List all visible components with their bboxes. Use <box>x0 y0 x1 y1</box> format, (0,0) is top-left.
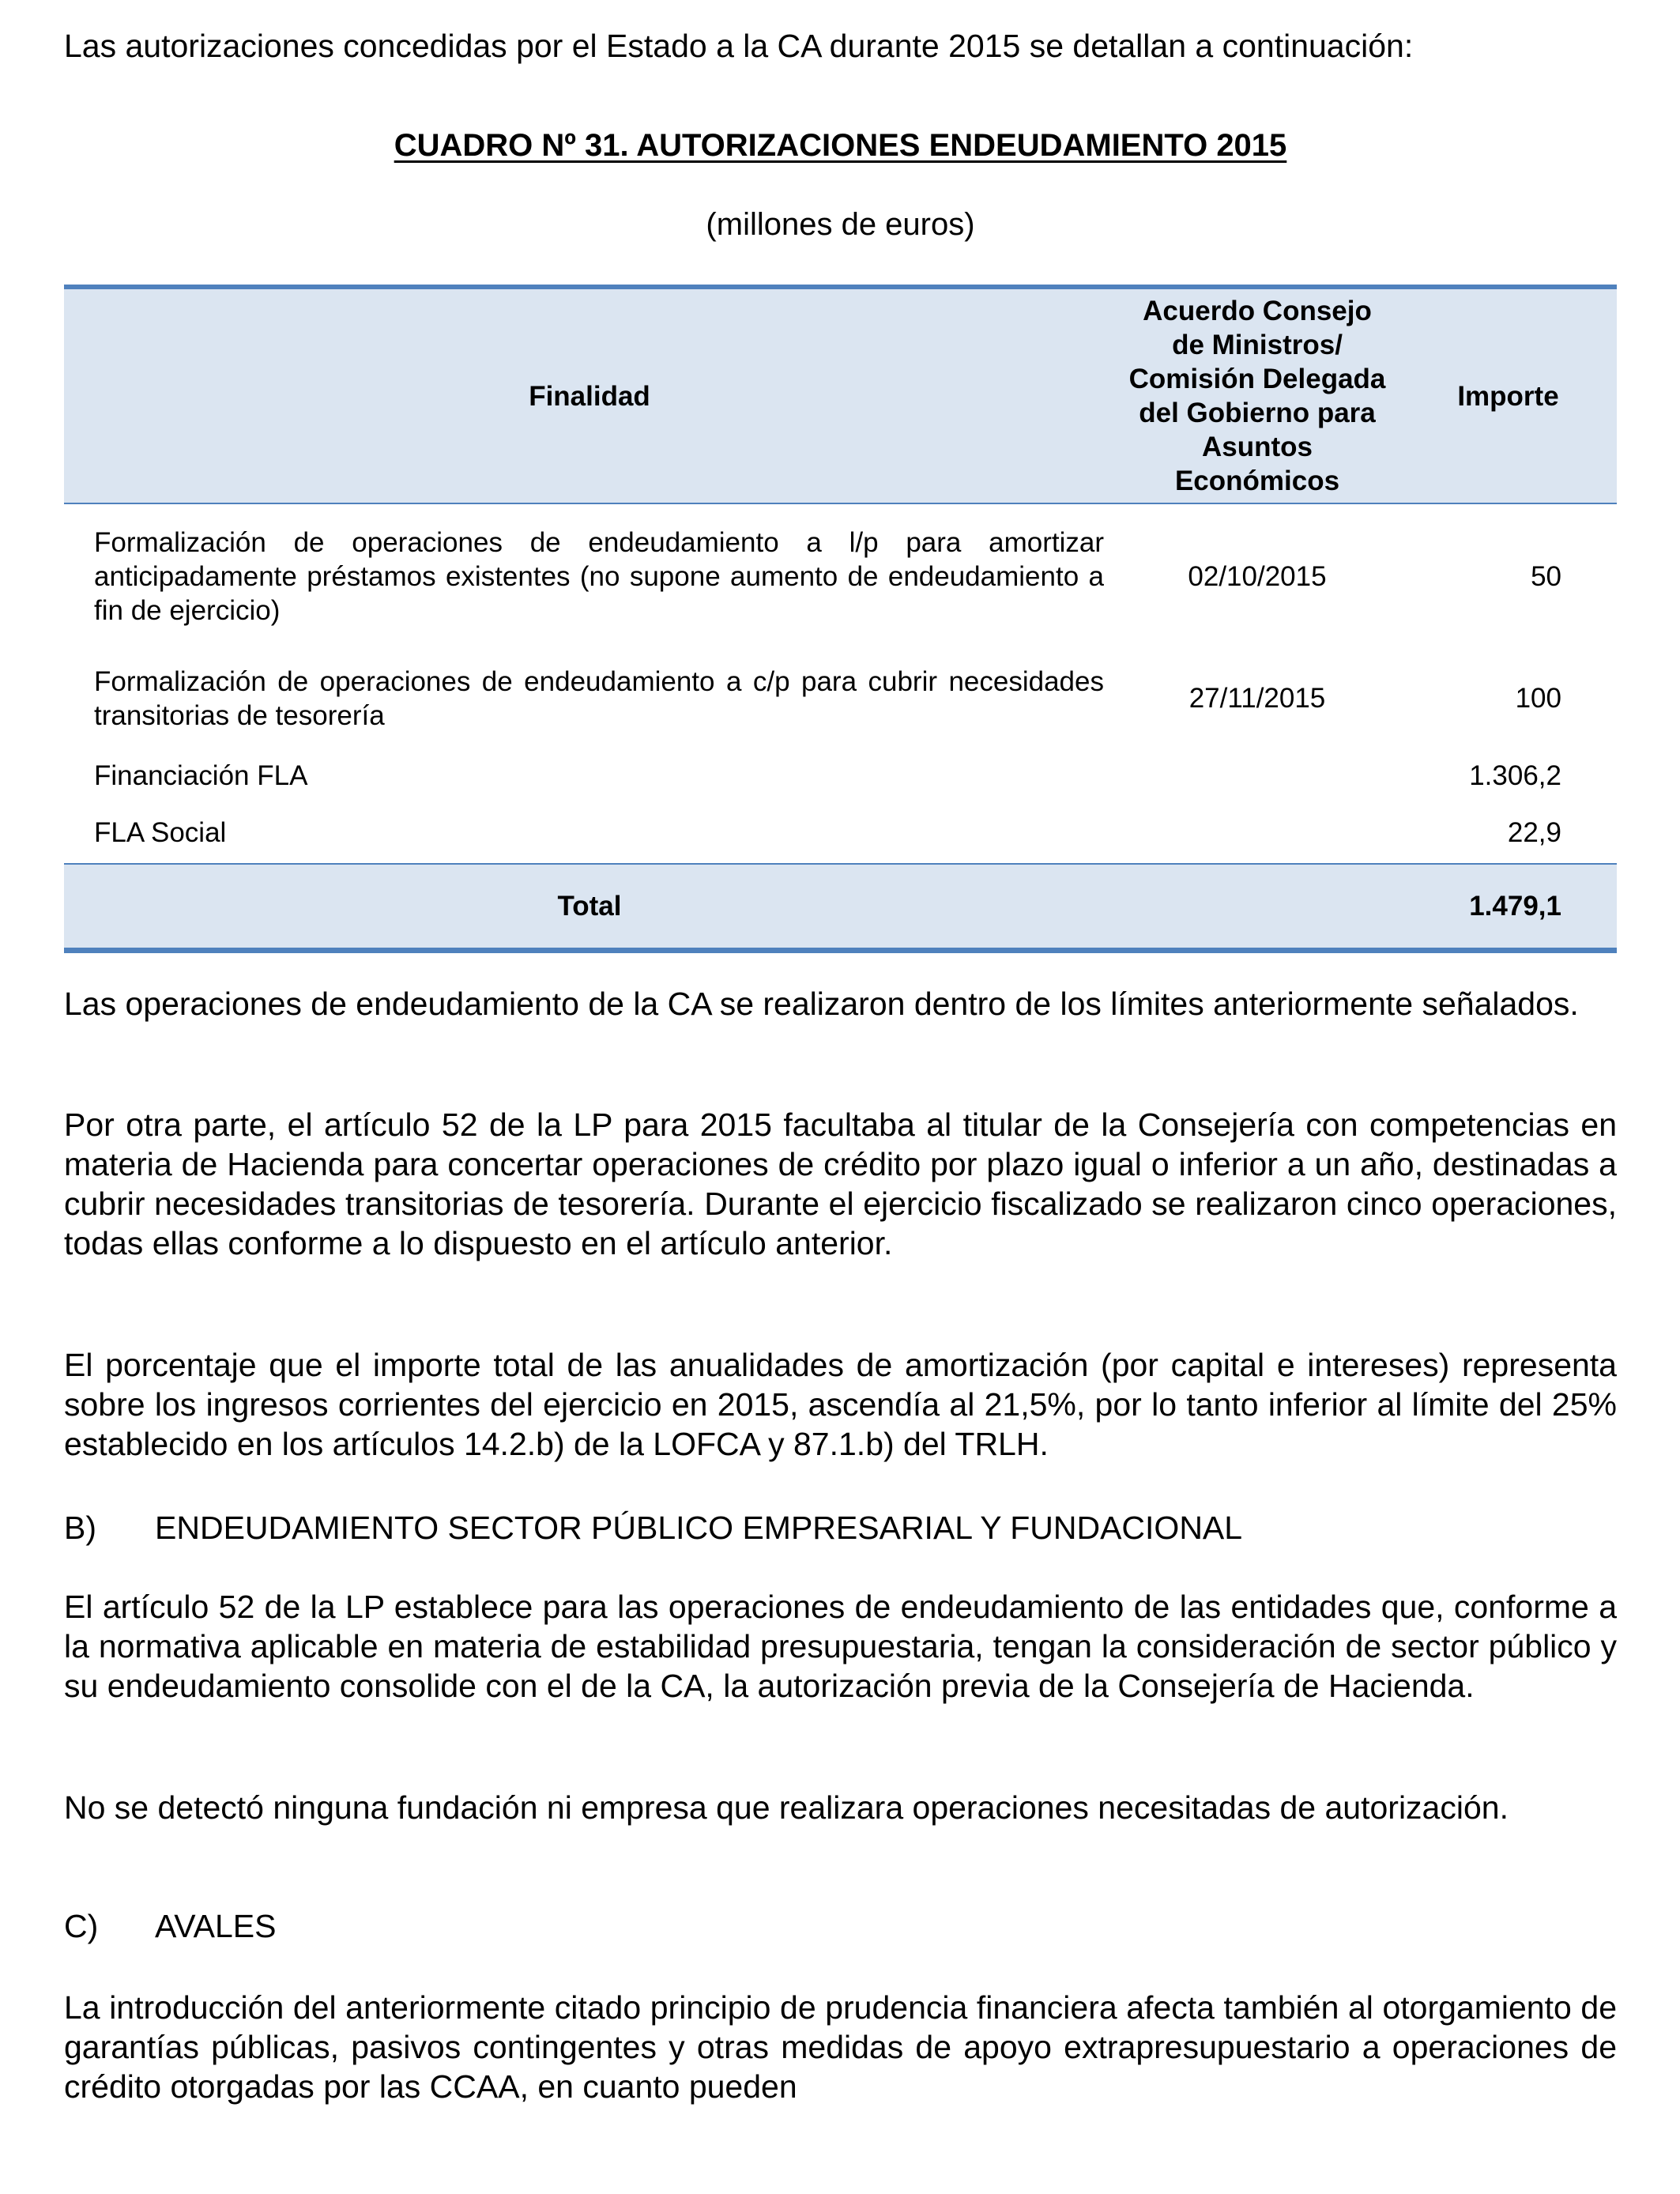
table-total-row <box>64 865 1617 948</box>
section-heading-c <box>64 1906 276 1946</box>
header-importe: Importe <box>1457 380 1559 412</box>
table-title <box>64 125 1617 166</box>
section-b-title: ENDEUDAMIENTO SECTOR PÚBLICO EMPRESARIAL Y FUNDACIONAL <box>155 1510 1243 1546</box>
cell-importe: 50 <box>1531 560 1561 592</box>
table-row <box>64 504 1617 648</box>
table-header <box>64 289 1617 504</box>
paragraph-2: Por otra parte, el artículo 52 de la LP para 2015 facultaba al titular de la Consejería con competencias en materia de Hacienda para concertar operaciones de crédito por plazo igual o inferior a un año, destinadas a cubrir necesidades transitorias de tesorería. Durante el ejercicio fiscalizado se realizaron cinco operaciones, todas ellas conforme a lo dispuesto en el artículo anterior. <box>64 1106 1617 1261</box>
authorizations-table <box>64 285 1617 953</box>
table-row <box>64 648 1617 748</box>
section-c-label: C) <box>64 1908 99 1944</box>
table-row <box>64 748 1617 802</box>
cell-finalidad <box>64 665 1115 733</box>
paragraph-1: Las operaciones de endeudamiento de la CA se realizaron dentro de los límites anteriormente señalados. <box>64 986 1579 1022</box>
cell-finalidad <box>64 526 1115 628</box>
cell-importe: 100 <box>1515 683 1561 714</box>
intro-text: Las autorizaciones concedidas por el Estado a la CA durante 2015 se detallan a continuación: <box>64 28 1414 64</box>
header-finalidad: Finalidad <box>529 380 650 412</box>
cell-finalidad-text: Financiación FLA <box>94 760 308 791</box>
cell-finalidad-text: FLA Social <box>94 817 227 848</box>
cell-finalidad <box>64 759 1115 793</box>
paragraph-6: La introducción del anteriormente citado principio de prudencia financiera afecta también al otorgamiento de garantías públicas, pasivos contingentes y otras medidas de apoyo extrapresupuestario a operaciones de crédito otorgadas por las CCAA, en cuanto pueden <box>64 1989 1617 2105</box>
paragraph-5: No se detectó ninguna fundación ni empresa que realizara operaciones necesitadas de autorización. <box>64 1789 1509 1826</box>
cell-importe: 22,9 <box>1507 817 1561 848</box>
table-subtitle: (millones de euros) <box>706 207 975 242</box>
cell-importe: 1.306,2 <box>1469 760 1561 791</box>
table-title-text: CUADRO Nº 31. AUTORIZACIONES ENDEUDAMIENTO 2015 <box>394 128 1287 163</box>
cell-finalidad-text: Formalización de operaciones de endeudamiento a c/p para cubrir necesidades transitorias de tesorería <box>94 665 1104 731</box>
section-c-title: AVALES <box>155 1908 277 1944</box>
section-heading-b <box>64 1508 1242 1547</box>
cell-acuerdo: 27/11/2015 <box>1188 683 1326 714</box>
section-b-label: B) <box>64 1510 96 1546</box>
paragraph-3: El porcentaje que el importe total de las anualidades de amortización (por capital e intereses) representa sobre los ingresos corrientes del ejercicio en 2015, ascendía al 21,5%, por lo tanto inferior al límite del 25% establecido en los artículos 14.2.b) de la LOFCA y 87.1.b) del TRLH. <box>64 1347 1617 1462</box>
total-importe: 1.479,1 <box>1469 891 1561 922</box>
cell-finalidad <box>64 816 1115 850</box>
cell-finalidad-text: Formalización de operaciones de endeudamiento a l/p para amortizar anticipadamente préstamos existentes (no supone aumento de endeudamiento a fin de ejercicio) <box>94 526 1104 626</box>
header-acuerdo: Acuerdo Consejo de Ministros/ Comisión Delegada del Gobierno para Asuntos Económicos <box>1128 296 1386 496</box>
paragraph-4: El artículo 52 de la LP establece para las operaciones de endeudamiento de las entidades que, conforme a la normativa aplicable en materia de estabilidad presupuestaria, tengan la consideración de sector público y su endeudamiento consolide con el de la CA, la autorización previa de la Consejería de Hacienda. <box>64 1589 1617 1704</box>
total-label: Total <box>557 891 622 922</box>
table-row <box>64 802 1617 865</box>
cell-acuerdo: 02/10/2015 <box>1188 560 1327 592</box>
